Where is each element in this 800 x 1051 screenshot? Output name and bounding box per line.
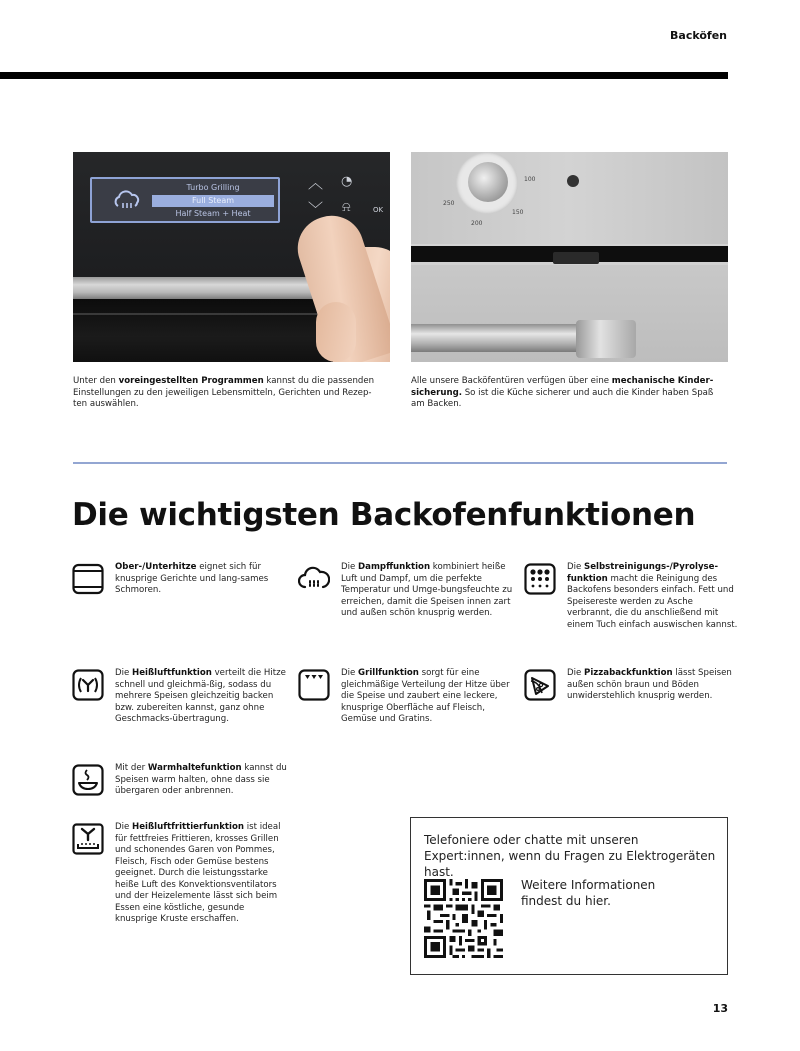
feature-name: Heißluftfunktion [132,668,212,678]
pizza-icon [524,669,556,701]
chevron-up-icon: ︿ [308,174,324,192]
display-row: Half Steam + Heat [175,209,251,218]
feature-text-post: ist ideal für fettfreies Frittieren, krosses Grillen und schonendes Garen von Pommes, Fleisch, Fisch oder Gemüse bestens geeignet. Durch die leistungsstarke heiße Luft des Konvektionsventilators und der Heizelemente lässt sich beim Essen eine köstliche, gesunde knusprige Kruste erschaffen. [115,822,281,924]
pyrolysis-icon [524,563,556,595]
feature-name: Selbstreinigungs-/Pyrolyse-funktion [567,562,719,584]
feature-text [341,562,513,620]
caption-text: So ist die Küche sicherer und auch die Kinder haben Spaß am Backen. [411,387,714,409]
feature-text-post: kannst du Speisen warm halten, ohne dass sie übergaren oder anbrennen. [115,763,287,796]
caption-bold: mechanische Kinder-sicherung. [411,376,714,398]
feature-text-post: eignet sich für knusprige Gerichte und lang-sames Schmoren. [115,562,269,595]
feature-text-post: kombiniert heiße Luft und Dampf, um die perfekte Temperatur und Umge-bungsfeuchte zu erreichen, damit die Speisen innen zart und außen schön knusprig werden. [341,562,513,618]
feature-text [567,562,739,631]
steam-display-icon [112,188,142,214]
feature-text [341,668,513,726]
page-title: Die wichtigsten Backofenfunktionen [72,497,696,533]
feature-name: Warmhaltefunktion [147,763,242,773]
convection-fan-icon [72,669,104,701]
page-number: 13 [712,1002,728,1015]
bell-icon: ⍾ [342,200,351,215]
dial-number: 200 [471,220,483,227]
contact-heading: Telefoniere oder chatte mit unseren Expert:innen, wenn du Fragen zu Elektrogeräten hast. [424,833,716,879]
feature-name: Dampffunktion [358,562,431,572]
keep-warm-icon [72,764,104,796]
section-divider [73,462,727,464]
feature-text-post: verteilt die Hitze schnell und gleichmä-ßig, sodass du mehrere Speisen gleichzeitig backen bzw. zubereiten kannst, ganz ohne Geschmacks-übertragung. [115,668,286,724]
feature-text [115,763,287,798]
top-rule [0,72,728,79]
feature-name: Pizzabackfunktion [584,668,673,678]
display-row: Turbo Grilling [186,183,240,192]
photo-oven-door-lock [411,152,728,362]
display-row-selected: Full Steam [152,195,274,207]
ok-button-label: OK [373,206,384,214]
feature-text-post: lässt Speisen außen schön braun und Böden unwiderstehlich knusprig werden. [567,668,732,701]
top-bottom-heat-icon [72,563,104,595]
qr-code[interactable] [424,879,503,958]
dial-number: 100 [524,176,536,183]
feature-name: Heißluftfrittierfunktion [132,822,245,832]
caption-text: Unter den [73,376,119,386]
oven-display [90,177,280,223]
section-label: Backöfen [670,29,727,42]
caption-left [73,376,383,411]
grill-icon [298,669,330,701]
caption-bold: voreingestellten Programmen [118,376,264,386]
feature-text-pre: Die [115,668,133,678]
handle-bracket [576,320,636,358]
feature-text-pre: Die [341,562,359,572]
photo-oven-control-panel [73,152,390,362]
more-info-text: Weitere Informationen findest du hier. [521,878,656,908]
timer-icon: ◔ [341,174,353,189]
dial-number: 250 [443,200,455,207]
oven-control-strip [411,152,728,244]
feature-text [115,668,287,726]
feature-text [115,562,287,597]
feature-text [115,822,287,926]
feature-text-post: macht die Reinigung des Backofens besonders einfach. Fett und Speisereste werden zu Asche verbrannt, die du anschließend mit einem Tuch einfach auswischen kannst. [567,573,738,630]
feature-text-pre: Mit der [115,763,148,773]
air-fry-icon [72,823,104,855]
caption-text: Alle unsere Backöfentüren verfügen über eine [411,376,612,386]
feature-text-post: sorgt für eine gleichmäßige Verteilung der Hitze über die Speise und zaubert eine leckere, knusprige Oberfläche auf Fleisch, Gemüse und Gratins. [341,668,510,724]
thumb [316,302,356,362]
expert-contact-box [410,817,728,975]
steam-icon [298,563,330,595]
indicator-light [567,175,579,187]
chevron-down-icon: ﹀ [308,200,324,218]
dial-number: 150 [512,209,524,216]
feature-text [567,668,739,703]
temperature-dial [468,162,508,202]
feature-name: Grillfunktion [358,668,419,678]
feature-text-pre: Die [341,668,359,678]
feature-text-pre: Die [115,822,133,832]
caption-right [411,376,721,411]
feature-text-pre: Die [567,562,585,572]
child-lock-latch [553,252,599,264]
feature-name: Ober-/Unterhitze [115,562,197,572]
caption-text: kannst du die passenden Einstellungen zu den jeweiligen Lebensmitteln, Gerichten und Rezep-ten auswählen. [73,376,375,409]
feature-text-pre: Die [567,668,585,678]
